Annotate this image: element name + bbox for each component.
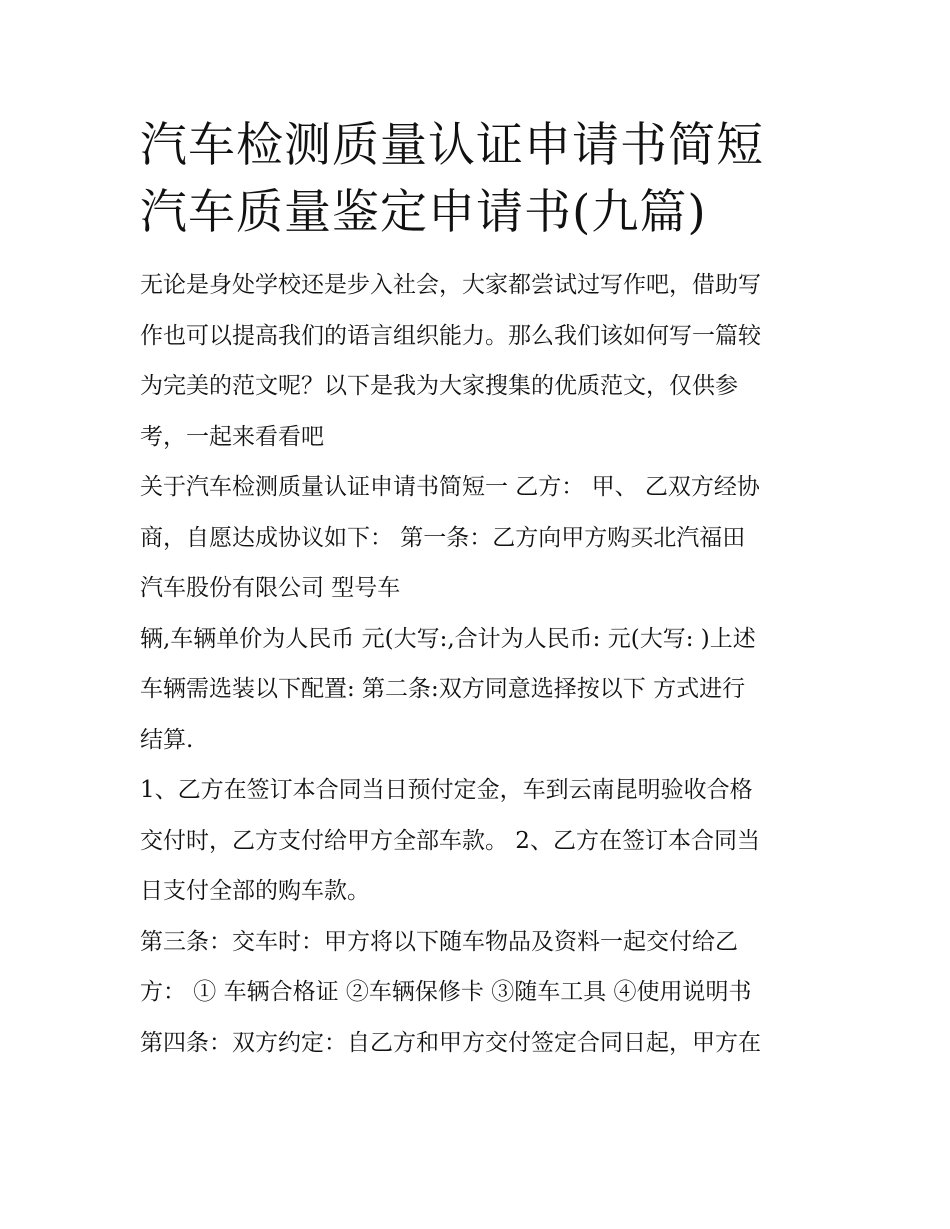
text-line: 日支付全部的购车款。 [140,878,370,904]
text-line: 1、乙方在签订本合同当日预付定金，车到云南昆明验收合格 [140,777,753,803]
payment-paragraph [140,765,820,917]
document-page [140,112,820,1068]
article-four-paragraph [140,1018,820,1069]
text-line: 第四条：双方约定：自乙方和甲方交付签定合同日起，甲方在 [140,1029,761,1056]
text-line: 考，一起来看看吧 [140,423,324,450]
text-line: 作也可以提高我们的语言组织能力。那么我们该如何写一篇较 [140,322,761,349]
agreement-paragraph [140,462,820,614]
text-line: 关于汽车检测质量认证申请书简短一 乙方： 甲、 乙双方经协 [140,474,760,500]
price-paragraph [140,614,820,766]
text-line: 汽车股份有限公司 型号车 [140,575,401,601]
text-line: 无论是身处学校还是步入社会，大家都尝试过写作吧，借助写 [140,272,761,298]
text-line: 第三条：交车时：甲方将以下随车物品及资料一起交付给乙 [140,928,738,955]
text-line: 为完美的范文呢？以下是我为大家搜集的优质范文，仅供参 [140,373,738,399]
text-line: 商，自愿达成协议如下： 第一条：乙方向甲方购买北汽福田 [140,524,746,551]
document-title [140,112,820,246]
title-line: 汽车检测质量认证申请书简短 [140,118,764,173]
text-line: 交付时，乙方支付给甲方全部车款。 2、乙方在签订本合同当 [140,827,760,854]
text-line: 辆,车辆单价为人民币 元(大写:,合计为人民币: 元(大写: )上述 [140,625,756,652]
intro-paragraph [140,260,820,462]
text-line: 结算. [140,726,194,753]
delivery-paragraph [140,917,820,1018]
text-line: 车辆需选装以下配置: 第二条:双方同意选择按以下 方式进行 [140,676,746,702]
title-line: 汽车质量鉴定申请书(九篇) [140,185,707,240]
text-line: 方： ① 车辆合格证 ②车辆保修卡 ③随车工具 ④使用说明书 [140,979,752,1005]
